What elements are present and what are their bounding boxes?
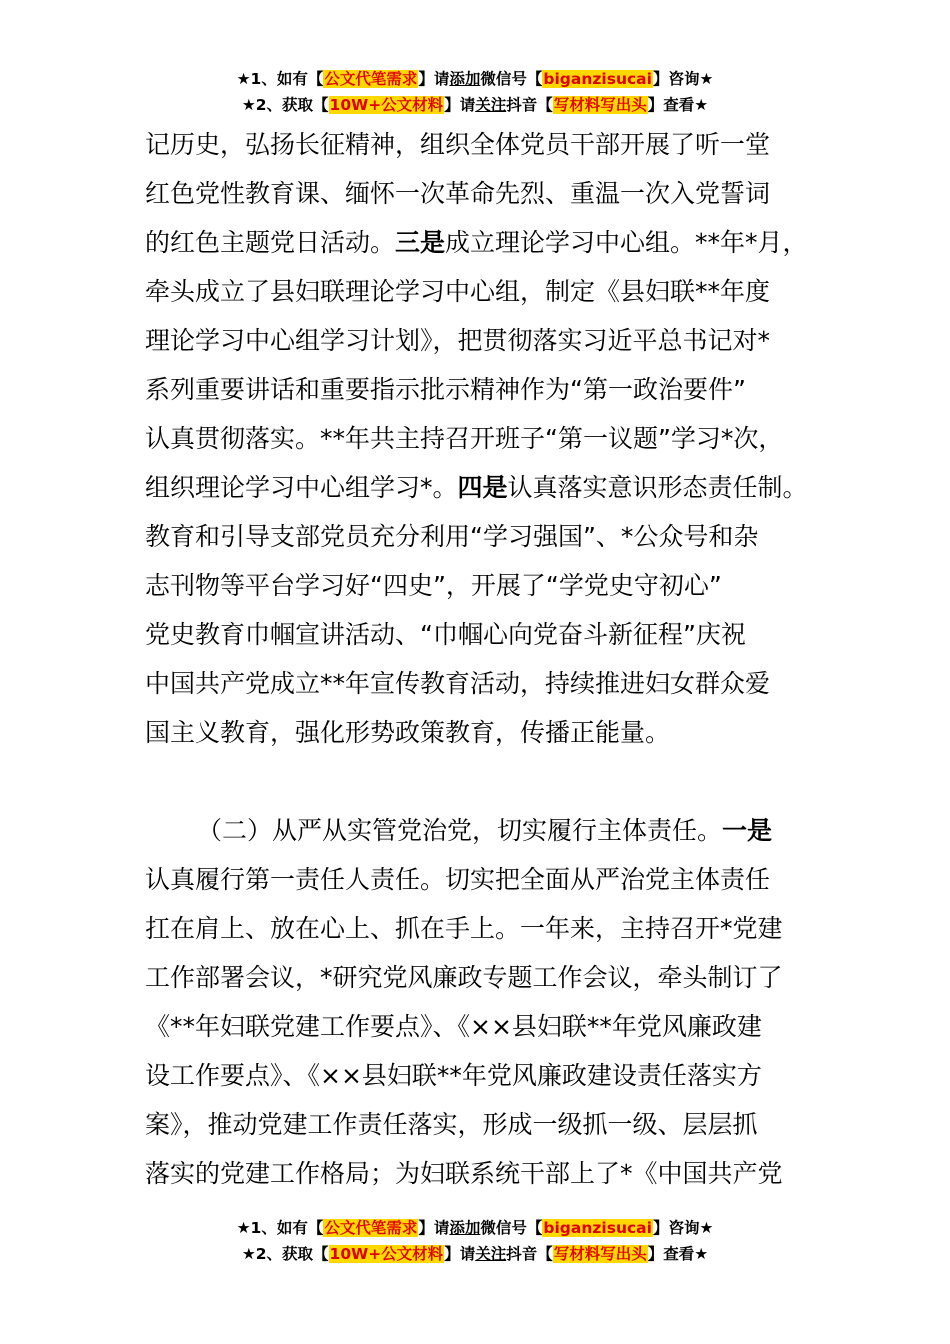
highlight-wechat-id: biganzisucai <box>543 70 652 88</box>
paragraph-1: 记历史，弘扬长征精神，组织全体党员干部开展了听一堂 红色党性教育课、缅怀一次革命先烈、重温一次入党誓词 的红色主题党日活动。三是成立理论学习中心组。**年*月， 牵头成立了县妇联理论学习中心组，制定《县妇联**年度 理论学习中心组学习计划》，把贯彻落实习近平总书记对* 系列重要讲话和重要指示批示精神作为“第一政治要件” 认真贯彻落实。**年共主持召开班子“第一议题”学习*次， 组织理论学习中心组学习*。四是认真落实意识形态责任制。 教育和引导支部党员充分利用“学习强国”、*公众号和杂 志刊物等平台学习好“四史”，开展了“学党史守初心” 党史教育巾帼宣讲活动、“巾帼心向党奋斗新征程”庆祝 中国共产党成立**年宣传教育活动，持续推进妇女群众爱 国主义教育，强化形势政策教育，传播正能量。 <box>145 130 808 747</box>
banner-line-2: ★2、获取【10W+公文材料】请关注抖音【写材料写出头】查看★ <box>241 1245 709 1263</box>
document-body <box>145 120 835 1198</box>
highlight-service: 公文代笔需求 <box>324 70 418 88</box>
footer-banner <box>0 1215 950 1267</box>
banner-line-1: ★1、如有【公文代笔需求】请添加微信号【biganzisucai】咨询★ <box>236 1219 714 1237</box>
highlight-materials: 10W+公文材料 <box>329 1245 444 1263</box>
highlight-douyin-account: 写材料写出头 <box>553 1245 647 1263</box>
highlight-wechat-id: biganzisucai <box>543 1219 652 1237</box>
highlight-douyin-account: 写材料写出头 <box>553 96 647 114</box>
highlight-service: 公文代笔需求 <box>324 1219 418 1237</box>
highlight-materials: 10W+公文材料 <box>329 96 444 114</box>
banner-line-2: ★2、获取【10W+公文材料】请关注抖音【写材料写出头】查看★ <box>241 96 709 114</box>
paragraph-2: （二）从严从实管党治党，切实履行主体责任。一是 认真履行第一责任人责任。切实把全面从严治党主体责任 扛在肩上、放在心上、抓在手上。一年来，主持召开*党建 工作部署会议，*研究党风廉政专题工作会议，牵头制订了 《**年妇联党建工作要点》、《××县妇联**年党风廉政建 设工作要点》、《××县妇联**年党风廉政建设责任落实方 案》，推动党建工作责任落实，形成一级抓一级、层层抓 落实的党建工作格局；为妇联系统干部上了*《中国共产党 <box>145 816 783 1188</box>
header-banner <box>0 66 950 118</box>
banner-line-1: ★1、如有【公文代笔需求】请添加微信号【biganzisucai】咨询★ <box>236 70 714 88</box>
